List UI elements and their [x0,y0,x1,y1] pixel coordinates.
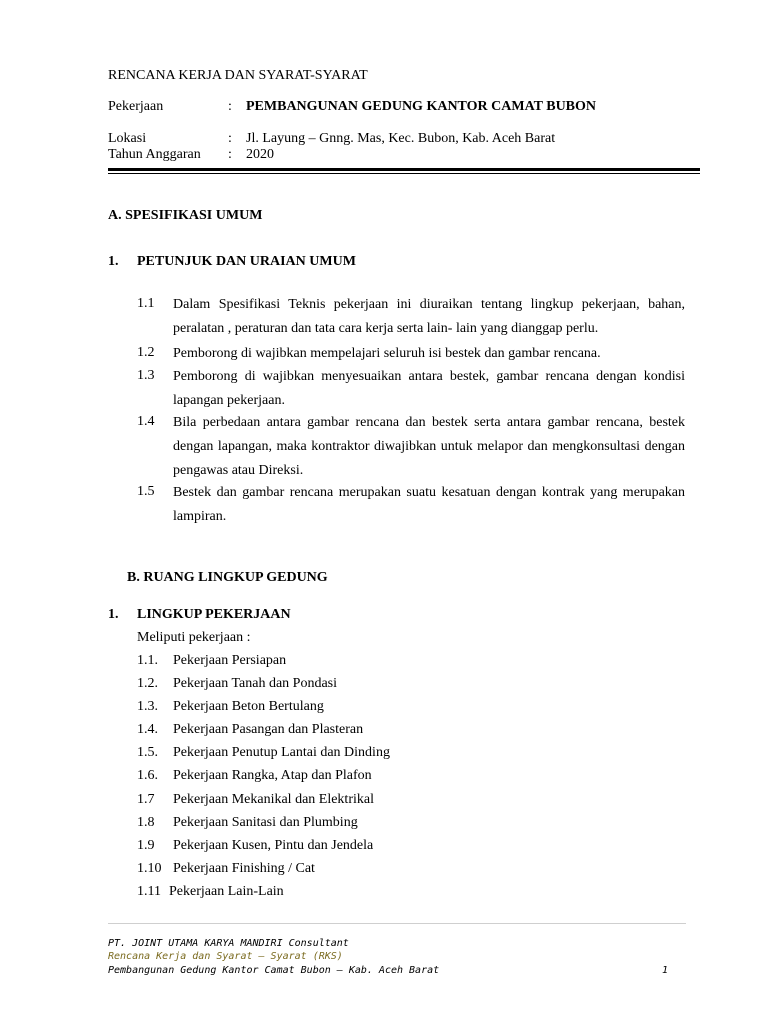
footer-company: PT. JOINT UTAMA KARYA MANDIRI Consultant [108,938,349,949]
field-separator: : [228,147,232,162]
scope-item-text: Pekerjaan Beton Bertulang [173,699,324,714]
section-a-sub-number: 1. [108,254,119,269]
field-label-tahun-anggaran: Tahun Anggaran [108,147,201,162]
item-number: 1.4. [137,722,158,737]
scope-item-text: Pekerjaan Pasangan dan Plasteran [173,722,364,737]
item-number: 1.3. [137,699,158,714]
item-number: 1.7 [137,792,155,807]
section-a-sub-heading: PETUNJUK DAN URAIAN UMUM [137,254,356,269]
item-number: 1.11 [137,884,161,899]
header-divider-thin [108,173,700,174]
spec-item-text: Bestek dan gambar rencana merupakan suatu kesatuan dengan kontrak yang merupakan lampiran. [173,485,685,524]
scope-item-text: Pekerjaan Mekanikal dan Elektrikal [173,792,374,807]
field-label-lokasi: Lokasi [108,131,147,146]
field-separator: : [228,131,232,146]
spec-item-text: Pemborong di wajibkan mempelajari seluruh isi bestek dan gambar rencana. [173,346,601,361]
scope-item-text: Pekerjaan Rangka, Atap dan Plafon [173,768,372,783]
item-number: 1.5. [137,745,158,760]
document-title: RENCANA KERJA DAN SYARAT-SYARAT [108,68,368,83]
scope-item-text: Pekerjaan Persiapan [173,653,287,668]
scope-item-text: Pekerjaan Lain-Lain [169,884,284,899]
item-number: 1.1 [137,296,155,311]
item-number: 1.6. [137,768,158,783]
item-number: 1.10 [137,861,162,876]
spec-item-text: Bila perbedaan antara gambar rencana dan bestek serta antara gambar rencana, bestek dengan lapangan, maka kontraktor diwajibkan untuk melapor dan mengkonsultasi dengan pengawas atau Direksi. [173,415,685,478]
item-number: 1.3 [137,368,155,383]
field-label-pekerjaan: Pekerjaan [108,99,164,114]
scope-item-text: Pekerjaan Penutup Lantai dan Dinding [173,745,390,760]
field-value-lokasi: Jl. Layung – Gnng. Mas, Kec. Bubon, Kab. Aceh Barat [246,131,556,146]
item-number: 1.2. [137,676,158,691]
footer-divider [108,923,686,924]
item-number: 1.2 [137,345,155,360]
scope-item-text: Pekerjaan Tanah dan Pondasi [173,676,337,691]
scope-item-text: Pekerjaan Sanitasi dan Plumbing [173,815,358,830]
scope-intro: Meliputi pekerjaan : [137,630,251,645]
field-separator: : [228,99,232,114]
footer-document-title: Rencana Kerja dan Syarat – Syarat (RKS) [108,951,343,962]
footer-project: Pembangunan Gedung Kantor Camat Bubon – Kab. Aceh Barat [108,965,440,976]
item-number: 1.1. [137,653,158,668]
scope-item-text: Pekerjaan Finishing / Cat [173,861,315,876]
spec-item-text: Dalam Spesifikasi Teknis pekerjaan ini diuraikan tentang lingkup pekerjaan, bahan, peralatan , peraturan dan tata cara kerja serta lain- lain yang dianggap perlu. [173,297,685,336]
section-b-heading: B. RUANG LINGKUP GEDUNG [127,570,328,585]
section-b-sub-heading: LINGKUP PEKERJAAN [137,607,291,622]
header-divider-thick [108,168,700,171]
field-value-tahun-anggaran: 2020 [246,147,274,162]
section-b-sub-number: 1. [108,607,119,622]
item-number: 1.4 [137,414,155,429]
spec-item-text: Pemborong di wajibkan menyesuaikan antara bestek, gambar rencana dengan kondisi lapangan pekerjaan. [173,369,685,408]
scope-item-text: Pekerjaan Kusen, Pintu dan Jendela [173,838,374,853]
item-number: 1.5 [137,484,155,499]
section-a-heading: A. SPESIFIKASI UMUM [108,208,263,223]
footer-page-number: 1 [662,965,669,976]
item-number: 1.9 [137,838,155,853]
item-number: 1.8 [137,815,155,830]
field-value-pekerjaan: PEMBANGUNAN GEDUNG KANTOR CAMAT BUBON [246,99,597,114]
